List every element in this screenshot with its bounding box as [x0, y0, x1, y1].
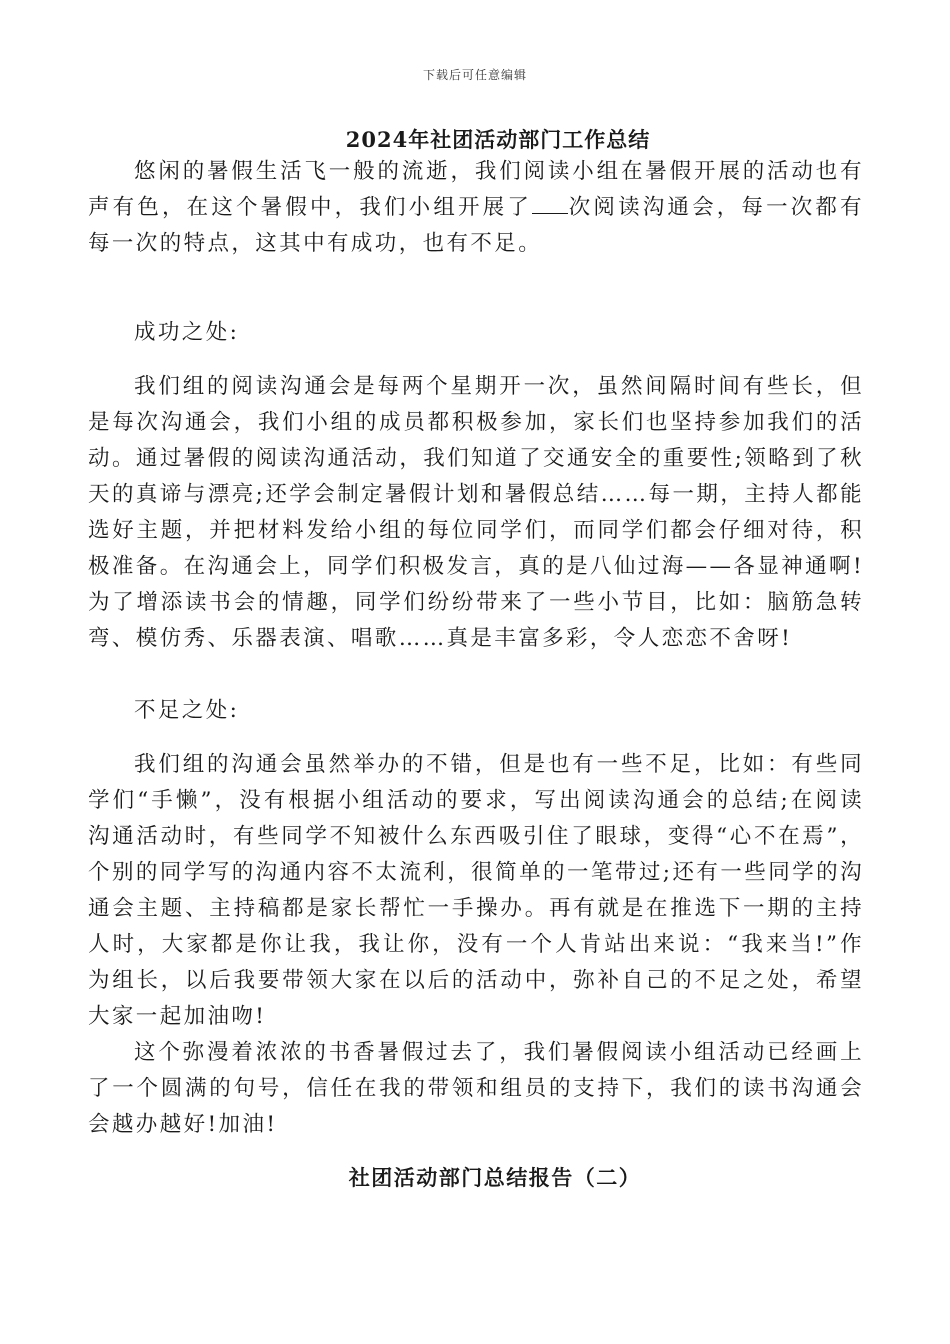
heading-shortcoming: 不足之处:	[134, 698, 240, 723]
shortcoming-paragraph: 我们组的沟通会虽然举办的不错，但是也有一些不足，比如：有些同学们“手懒”，没有根据小组活动的要求，写出阅读沟通会的总结;在阅读沟通活动时，有些同学不知被什么东西吸引住了眼球，变得“心不在焉”，个别的同学写的沟通内容不太流利，很简单的一笔带过;还有一些同学的沟通会主题、主持稿都是家长帮忙一手操办。再有就是在推选下一期的主持人时，大家都是你让我，我让你，没有一个人肯站出来说：“我来当!”作为组长，以后我要带领大家在以后的活动中，弥补自己的不足之处，希望大家一起加油吻!	[88, 752, 864, 1029]
fill-in-blank	[532, 193, 568, 214]
intro-text-start: 悠闲的暑假生活飞一般的流逝，我们阅读小组在暑假开展的活动也有声有色，在这个暑假中，我们小组开展了	[88, 159, 864, 220]
success-paragraph: 我们组的阅读沟通会是每两个星期开一次，虽然间隔时间有些长，但是每次沟通会，我们小组的成员都积极参加，家长们也坚持参加我们的活动。通过暑假的阅读沟通活动，我们知道了交通安全的重要性;领略到了秋天的真谛与漂亮;还学会制定暑假计划和暑假总结……每一期，主持人都能选好主题，并把材料发给小组的每位同学们，而同学们都会仔细对待，积极准备。在沟通会上，同学们积极发言，真的是八仙过海——各显神通啊!为了增添读书会的情趣，同学们纷纷带来了一些小节目，比如：脑筋急转弯、模仿秀、乐器表演、唱歌……真是丰富多彩，令人恋恋不舍呀!	[88, 374, 864, 651]
document-title: 2024年社团活动部门工作总结	[345, 127, 651, 152]
intro-text-end: 次阅读沟通会，每一次都有每一次的特点，这其中有成功，也有不足。	[88, 195, 864, 256]
intro-paragraph	[88, 154, 864, 262]
header-note: 下载后可任意编辑	[422, 68, 527, 82]
section-2-title: 社团活动部门总结报告（二）	[348, 1165, 642, 1190]
closing-paragraph: 这个弥漫着浓浓的书香暑假过去了，我们暑假阅读小组活动已经画上了一个圆满的句号，信任在我的带领和组员的支持下，我们的读书沟通会会越办越好!加油!	[88, 1040, 864, 1137]
heading-success: 成功之处:	[134, 320, 240, 345]
